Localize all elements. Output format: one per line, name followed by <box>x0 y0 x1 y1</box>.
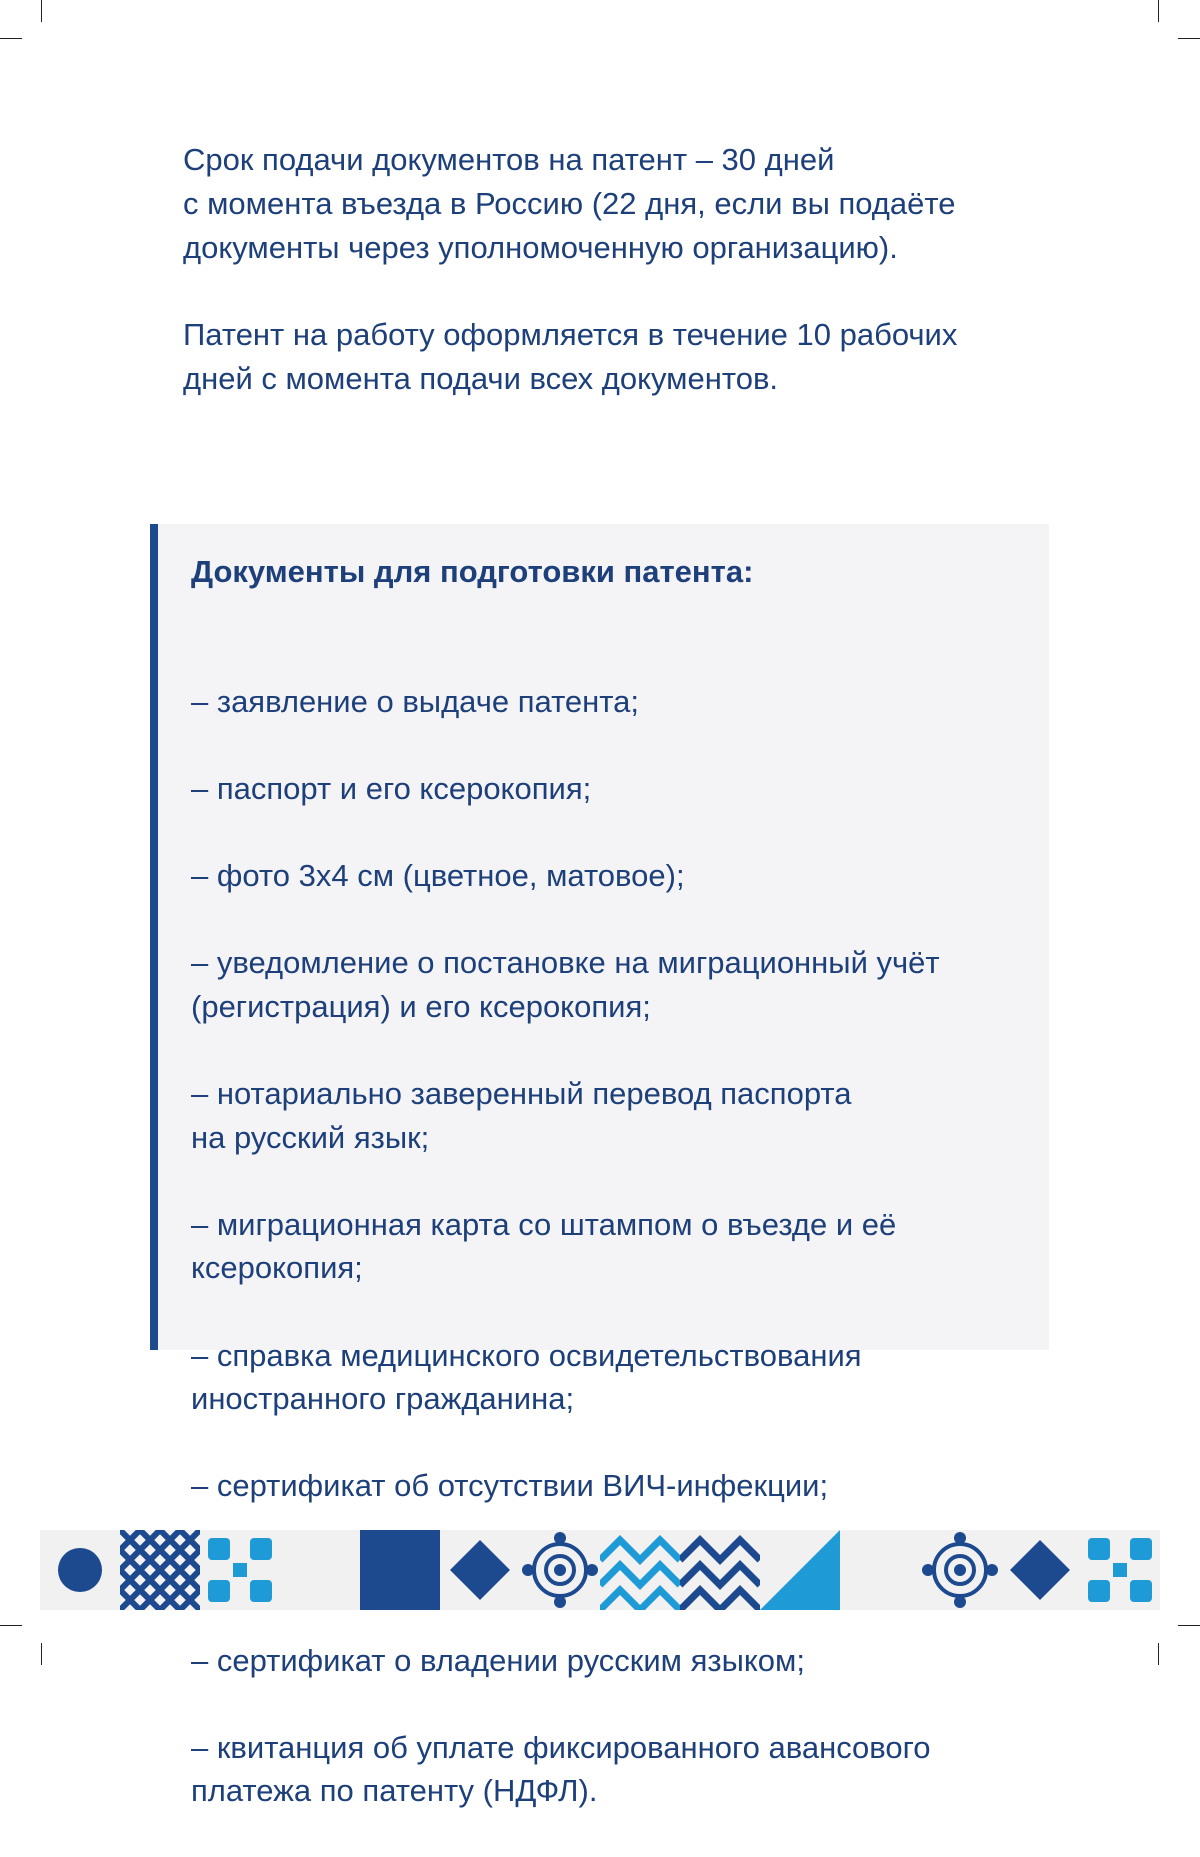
list-item: – квитанция об уплате фиксированного авансового платежа по патенту (НДФЛ). <box>191 1729 931 1809</box>
crop-mark <box>1178 38 1200 39</box>
crop-mark <box>1178 1625 1200 1626</box>
chevron-ornament-icon <box>600 1530 680 1610</box>
list-item: – заявление о выдаче патента; <box>191 683 639 719</box>
documents-box <box>150 524 1049 1809</box>
flower-ornament-icon <box>920 1530 1000 1610</box>
documents-title: Документы для подготовки патента: <box>191 554 754 589</box>
blank-tile <box>280 1530 360 1610</box>
list-item: – сертификат о владении русским языком; <box>191 1642 805 1678</box>
circle-ornament-icon <box>40 1530 120 1610</box>
flower-ornament-icon <box>520 1530 600 1610</box>
crop-mark <box>0 1625 22 1626</box>
intro-paragraph-deadline: Срок подачи документов на патент – 30 дней с момента въезда в Россию (22 дня, если вы подаёте документы через уполномоченную организацию). <box>183 142 956 265</box>
list-item: – паспорт и его ксерокопия; <box>191 770 592 806</box>
star-ornament-icon <box>200 1530 280 1610</box>
lattice-ornament-icon <box>120 1530 200 1610</box>
triangle-ornament-icon <box>760 1530 840 1610</box>
list-item: – уведомление о постановке на миграционный учёт (регистрация) и его ксерокопия; <box>191 945 940 1024</box>
list-item: – фото 3х4 см (цветное, матовое); <box>191 857 685 893</box>
list-item: – миграционная карта со штампом о въезде и её ксерокопия; <box>191 1206 897 1286</box>
diamond-ornament-icon <box>440 1530 520 1610</box>
star-ornament-icon <box>1080 1530 1160 1610</box>
intro-text <box>183 138 1063 444</box>
crop-mark <box>41 0 42 22</box>
crop-mark <box>41 1643 42 1665</box>
blank-tile <box>840 1530 920 1610</box>
crop-mark <box>0 38 22 39</box>
square-ornament-icon <box>360 1530 440 1610</box>
list-item: – нотариально заверенный перевод паспорта на русский язык; <box>191 1075 852 1155</box>
diamond-ornament-icon <box>1000 1530 1080 1610</box>
crop-mark <box>1158 0 1159 22</box>
chevron-dark-ornament-icon <box>680 1530 760 1610</box>
crop-mark <box>1158 1643 1159 1665</box>
list-item: – сертификат об отсутствии ВИЧ-инфекции; <box>191 1468 829 1504</box>
list-item: – справка медицинского освидетельствования иностранного гражданина; <box>191 1337 862 1417</box>
intro-paragraph-processing: Патент на работу оформляется в течение 10 рабочих дней с момента подачи всех документов. <box>183 317 958 396</box>
ornament-strip <box>40 1530 1160 1610</box>
documents-list <box>191 636 1041 1857</box>
